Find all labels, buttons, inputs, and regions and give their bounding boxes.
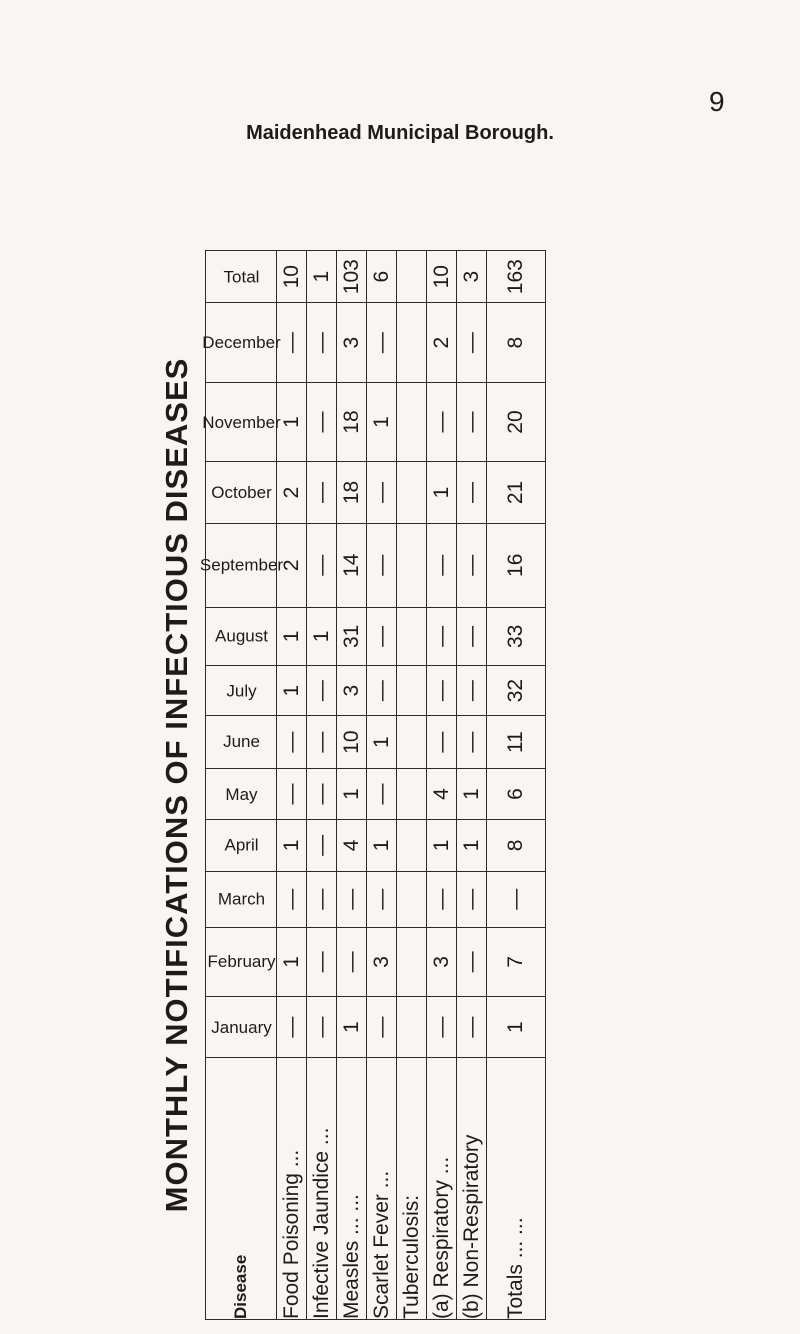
count-cell: — xyxy=(367,768,397,819)
disease-header: Disease xyxy=(206,1058,277,1320)
count-cell: 3 xyxy=(367,927,397,996)
count-cell: — xyxy=(307,303,337,382)
count-cell: 103 xyxy=(337,251,367,303)
count-cell: — xyxy=(457,665,487,715)
count-cell: 1 xyxy=(337,768,367,819)
count-cell xyxy=(397,871,427,927)
month-header: March xyxy=(213,864,269,935)
count-cell: 1 xyxy=(427,462,457,523)
count-cell: — xyxy=(367,303,397,382)
table-row xyxy=(397,251,427,1320)
month-header: December xyxy=(201,307,280,378)
month-header: November xyxy=(201,387,280,458)
count-cell: — xyxy=(307,665,337,715)
total-header: Total xyxy=(215,241,267,312)
count-cell: 1 xyxy=(277,927,307,996)
table-row xyxy=(307,251,337,1320)
count-cell xyxy=(397,996,427,1057)
count-cell: — xyxy=(427,607,457,665)
disease-label: Food Poisoning ... xyxy=(277,1058,307,1320)
disease-label: Infective Jaundice ... xyxy=(307,1058,337,1320)
count-cell: — xyxy=(367,871,397,927)
count-cell: 18 xyxy=(337,382,367,461)
count-cell: — xyxy=(277,716,307,769)
count-cell: 1 xyxy=(277,665,307,715)
count-cell: 3 xyxy=(337,665,367,715)
count-cell: — xyxy=(457,716,487,769)
count-cell: — xyxy=(367,607,397,665)
count-cell: — xyxy=(457,871,487,927)
count-cell: — xyxy=(277,303,307,382)
header-row xyxy=(206,251,277,1320)
count-cell xyxy=(397,665,427,715)
count-cell xyxy=(397,251,427,303)
count-cell: — xyxy=(337,871,367,927)
count-cell xyxy=(397,927,427,996)
table-row xyxy=(427,251,457,1320)
total-cell: 16 xyxy=(487,523,546,607)
count-cell: 3 xyxy=(457,251,487,303)
count-cell: — xyxy=(457,927,487,996)
month-header: January xyxy=(210,992,271,1063)
count-cell: 1 xyxy=(277,382,307,461)
total-cell: 8 xyxy=(487,303,546,382)
count-cell: 31 xyxy=(337,607,367,665)
total-cell: 11 xyxy=(487,716,546,769)
count-cell: 4 xyxy=(427,768,457,819)
count-cell: 6 xyxy=(367,251,397,303)
count-cell: 1 xyxy=(277,607,307,665)
count-cell: 3 xyxy=(337,303,367,382)
count-cell: 1 xyxy=(307,251,337,303)
count-cell xyxy=(397,768,427,819)
month-header: June xyxy=(215,707,268,778)
count-cell: — xyxy=(427,871,457,927)
disease-label: (a) Respiratory ... xyxy=(427,1058,457,1320)
count-cell: 10 xyxy=(427,251,457,303)
count-cell: 1 xyxy=(307,607,337,665)
count-cell xyxy=(397,820,427,872)
disease-label: Tuberculosis: xyxy=(397,1058,427,1320)
count-cell: — xyxy=(457,523,487,607)
totals-row xyxy=(487,251,546,1320)
table-title: MONTHLY NOTIFICATIONS OF INFECTIOUS DISEASES xyxy=(159,357,194,1213)
count-cell: — xyxy=(457,303,487,382)
count-cell: — xyxy=(427,996,457,1057)
month-header: August xyxy=(212,601,270,672)
count-cell: 1 xyxy=(457,820,487,872)
total-cell: 1 xyxy=(487,996,546,1057)
disease-label: Scarlet Fever ... xyxy=(367,1058,397,1320)
count-cell: 3 xyxy=(427,927,457,996)
count-cell: — xyxy=(307,382,337,461)
count-cell: 1 xyxy=(457,768,487,819)
total-cell: 32 xyxy=(487,665,546,715)
count-cell: — xyxy=(307,716,337,769)
count-cell: 4 xyxy=(337,820,367,872)
count-cell xyxy=(397,523,427,607)
notifications-table xyxy=(199,250,546,1320)
month-header: July xyxy=(216,655,266,726)
count-cell: — xyxy=(307,927,337,996)
totals-label: Totals ... ... xyxy=(487,1058,546,1320)
count-cell: — xyxy=(307,996,337,1057)
count-cell: — xyxy=(427,523,457,607)
month-header: May xyxy=(215,759,266,830)
month-header: October xyxy=(210,457,271,528)
notifications-table-rotated xyxy=(155,250,625,1320)
count-cell: — xyxy=(307,768,337,819)
count-cell: 18 xyxy=(337,462,367,523)
count-cell: — xyxy=(457,996,487,1057)
count-cell: — xyxy=(277,871,307,927)
table-row xyxy=(457,251,487,1320)
total-cell: 6 xyxy=(487,768,546,819)
count-cell: — xyxy=(307,871,337,927)
count-cell: 10 xyxy=(277,251,307,303)
count-cell xyxy=(397,607,427,665)
count-cell: 2 xyxy=(427,303,457,382)
count-cell: — xyxy=(307,523,337,607)
count-cell xyxy=(397,303,427,382)
disease-label: (b) Non-Respiratory xyxy=(457,1058,487,1320)
count-cell: — xyxy=(277,996,307,1057)
count-cell: — xyxy=(457,462,487,523)
count-cell xyxy=(397,716,427,769)
table-row xyxy=(367,251,397,1320)
month-header: September xyxy=(199,530,283,601)
count-cell xyxy=(397,382,427,461)
total-cell: 21 xyxy=(487,462,546,523)
total-cell: 20 xyxy=(487,382,546,461)
count-cell: 2 xyxy=(277,523,307,607)
count-cell: 1 xyxy=(367,820,397,872)
count-cell: — xyxy=(307,820,337,872)
count-cell: 1 xyxy=(427,820,457,872)
total-cell: 7 xyxy=(487,927,546,996)
count-cell: 10 xyxy=(337,716,367,769)
count-cell: — xyxy=(457,607,487,665)
total-cell: 33 xyxy=(487,607,546,665)
count-cell: — xyxy=(307,462,337,523)
count-cell: 1 xyxy=(367,716,397,769)
count-cell: 1 xyxy=(367,382,397,461)
count-cell: — xyxy=(457,382,487,461)
page-number: 9 xyxy=(709,86,725,117)
count-cell: — xyxy=(277,768,307,819)
count-cell xyxy=(397,462,427,523)
table-row xyxy=(337,251,367,1320)
count-cell: — xyxy=(427,665,457,715)
total-cell: 163 xyxy=(487,251,546,303)
count-cell: — xyxy=(367,665,397,715)
month-header: April xyxy=(215,810,267,881)
count-cell: 14 xyxy=(337,523,367,607)
count-cell: — xyxy=(427,716,457,769)
count-cell: — xyxy=(367,523,397,607)
count-cell: — xyxy=(337,927,367,996)
count-cell: 2 xyxy=(277,462,307,523)
disease-label: Measles ... ... xyxy=(337,1058,367,1320)
count-cell: — xyxy=(367,462,397,523)
count-cell: 1 xyxy=(337,996,367,1057)
count-cell: — xyxy=(367,996,397,1057)
document-header: Maidenhead Municipal Borough. xyxy=(246,122,554,144)
month-header: February xyxy=(206,926,275,997)
total-cell: — xyxy=(487,871,546,927)
total-cell: 8 xyxy=(487,820,546,872)
count-cell: 1 xyxy=(277,820,307,872)
count-cell: — xyxy=(427,382,457,461)
